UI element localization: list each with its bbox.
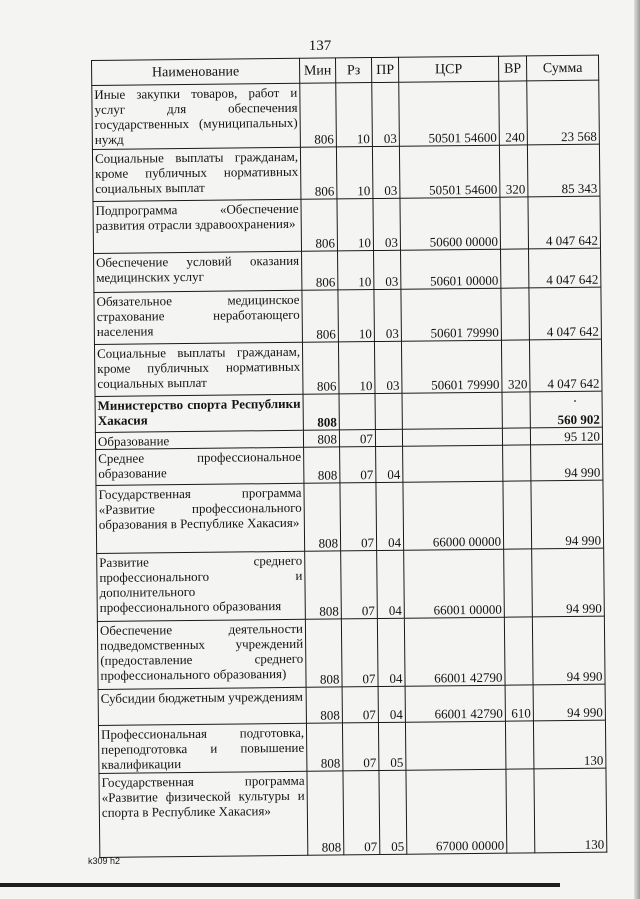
table-row bbox=[94, 248, 601, 292]
cell-csr: 66001 42790 bbox=[405, 685, 505, 722]
cell-rz: 07 bbox=[343, 771, 380, 855]
cell-sum: 85 343 bbox=[527, 144, 600, 197]
cell-vr: 610 bbox=[505, 685, 533, 721]
cell-vr bbox=[500, 197, 529, 249]
cell-pr: 04 bbox=[376, 482, 404, 550]
cell-name: Подпрограмма «Обеспечение развития отрасли здравоохранения» bbox=[93, 199, 302, 253]
cell-name: Иные закупки товаров, работ и услуг для обеспечения государственных (муниципальных) нужд bbox=[92, 83, 301, 149]
cell-sum: 23 568 bbox=[527, 80, 600, 145]
cell-pr: 03 bbox=[374, 341, 402, 393]
cell-pr: 04 bbox=[378, 686, 405, 722]
cell-rz: 07 bbox=[342, 687, 378, 723]
cell-vr bbox=[505, 721, 534, 769]
cell-min: 806 bbox=[302, 342, 339, 394]
cell-pr: 05 bbox=[378, 722, 406, 770]
cell-csr: 67000 00000 bbox=[406, 769, 507, 854]
cell-name: Социальные выплаты гражданам, кроме публичных нормативных социальных выплат bbox=[92, 147, 301, 201]
cell-pr: 03 bbox=[374, 250, 401, 289]
cell-min: 806 bbox=[302, 290, 339, 342]
cell-vr bbox=[504, 617, 533, 685]
scan-border-bar bbox=[0, 883, 560, 887]
cell-min: 806 bbox=[301, 199, 338, 251]
table-row bbox=[93, 196, 601, 253]
cell-csr bbox=[402, 392, 502, 429]
cell-rz: 07 bbox=[339, 430, 375, 447]
table-row bbox=[98, 684, 605, 725]
cell-min: 808 bbox=[303, 394, 339, 430]
page-number: 137 bbox=[308, 38, 332, 54]
cell-sum: 130 bbox=[533, 720, 605, 769]
cell-vr bbox=[501, 249, 529, 288]
scan-edge-shadow bbox=[634, 0, 640, 899]
cell-csr: 50501 54600 bbox=[399, 81, 500, 146]
cell-sum: 130 bbox=[534, 768, 607, 853]
cell-name: Обеспечение деятельности подведомственных учреждений (предоставление среднего профессионального образования) bbox=[97, 619, 306, 689]
cell-min: 808 bbox=[305, 619, 342, 687]
cell-min: 808 bbox=[306, 723, 343, 771]
cell-name: Образование bbox=[95, 430, 303, 449]
scan-speck bbox=[574, 400, 576, 402]
cell-vr: 320 bbox=[501, 340, 530, 392]
cell-csr: 50601 79990 bbox=[401, 340, 502, 393]
cell-name: Государственная программа «Развитие физической культуры и спорта в Республике Хакасия» bbox=[99, 771, 308, 857]
cell-vr bbox=[504, 549, 533, 617]
cell-csr: 66001 42790 bbox=[404, 617, 505, 686]
cell-pr: 05 bbox=[379, 770, 407, 854]
cell-vr bbox=[503, 445, 531, 481]
cell-pr: 03 bbox=[374, 289, 402, 341]
cell-min: 806 bbox=[300, 147, 337, 199]
table-row bbox=[92, 144, 600, 201]
table-row bbox=[95, 391, 602, 432]
cell-rz: 10 bbox=[336, 83, 373, 147]
cell-pr bbox=[375, 393, 402, 429]
cell-pr: 04 bbox=[377, 618, 405, 686]
col-header-sum: Сумма bbox=[526, 55, 598, 81]
cell-min: 808 bbox=[307, 771, 344, 855]
cell-vr bbox=[502, 428, 530, 445]
col-header-min: Мин bbox=[299, 58, 335, 83]
cell-name: Развитие среднего профессионального и дополнительного профессионального образования bbox=[97, 551, 306, 621]
cell-csr: 50601 00000 bbox=[401, 249, 501, 289]
table-row bbox=[96, 444, 603, 485]
cell-rz: 10 bbox=[337, 199, 374, 251]
col-header-pr: ПР bbox=[371, 57, 398, 82]
cell-sum: 94 990 bbox=[532, 548, 605, 617]
cell-sum: 94 990 bbox=[532, 616, 605, 685]
cell-csr: 50501 54600 bbox=[399, 145, 500, 198]
cell-name: Субсидии бюджетным учреждениям bbox=[98, 687, 306, 725]
table-row bbox=[97, 616, 605, 689]
footer-code: k309 h2 bbox=[88, 856, 121, 866]
cell-rz: 07 bbox=[341, 551, 378, 619]
cell-name: Среднее профессиональное образование bbox=[96, 447, 304, 485]
cell-rz: 10 bbox=[338, 342, 375, 394]
cell-csr: 50601 79990 bbox=[401, 288, 502, 341]
table-row bbox=[92, 80, 600, 149]
cell-name: Обязательное медицинское страхование неработающего населения bbox=[94, 290, 303, 344]
table-row bbox=[97, 548, 605, 621]
cell-sum: 94 990 bbox=[533, 684, 605, 721]
cell-min: 806 bbox=[300, 83, 337, 147]
cell-sum: 4 047 642 bbox=[528, 196, 601, 249]
cell-vr bbox=[501, 288, 530, 340]
cell-rz: 07 bbox=[340, 447, 376, 483]
cell-rz: 10 bbox=[338, 251, 374, 290]
cell-pr bbox=[375, 429, 402, 446]
cell-csr bbox=[405, 721, 505, 770]
cell-name: Министерство спорта Республики Хакасия bbox=[95, 394, 303, 432]
cell-rz: 10 bbox=[336, 147, 373, 199]
cell-sum: 4 047 642 bbox=[529, 339, 602, 392]
cell-min: 806 bbox=[302, 251, 338, 290]
col-header-rz: Рз bbox=[335, 58, 371, 83]
cell-pr: 03 bbox=[373, 198, 401, 250]
table-row bbox=[94, 287, 602, 344]
cell-rz: 07 bbox=[341, 619, 378, 687]
cell-sum: 4 047 642 bbox=[529, 248, 601, 288]
cell-vr bbox=[503, 481, 532, 549]
budget-table bbox=[91, 55, 607, 858]
cell-pr: 04 bbox=[376, 446, 403, 482]
cell-min: 808 bbox=[305, 551, 342, 619]
cell-min: 808 bbox=[304, 483, 341, 551]
cell-min: 808 bbox=[304, 447, 340, 483]
cell-name: Государственная программа «Развитие профессионального образования в Республике Хакасия» bbox=[96, 483, 305, 553]
cell-vr: 240 bbox=[499, 81, 528, 145]
cell-name: Обеспечение условий оказания медицинских услуг bbox=[94, 251, 302, 292]
cell-min: 808 bbox=[303, 430, 339, 447]
cell-sum: 94 990 bbox=[531, 444, 603, 481]
cell-csr: 66000 00000 bbox=[403, 481, 504, 550]
cell-pr: 03 bbox=[372, 82, 400, 146]
cell-rz bbox=[339, 394, 375, 430]
cell-min: 808 bbox=[306, 687, 342, 723]
cell-vr: 320 bbox=[499, 145, 528, 197]
cell-sum: 560 902 bbox=[530, 391, 602, 428]
table-row bbox=[98, 720, 605, 773]
table-row bbox=[99, 768, 607, 857]
cell-rz: 07 bbox=[340, 483, 377, 551]
cell-vr bbox=[502, 392, 530, 428]
cell-vr bbox=[506, 769, 535, 853]
cell-rz: 07 bbox=[342, 723, 379, 771]
cell-sum: 95 120 bbox=[530, 427, 602, 445]
cell-csr: 50600 00000 bbox=[400, 197, 501, 250]
col-header-name: Наименование bbox=[92, 58, 300, 85]
cell-csr bbox=[403, 445, 503, 482]
col-header-vr: ВР bbox=[498, 56, 526, 81]
cell-rz: 10 bbox=[338, 290, 375, 342]
cell-csr: 66001 00000 bbox=[404, 549, 505, 618]
table-row bbox=[94, 339, 602, 396]
cell-csr bbox=[402, 428, 502, 446]
table-row bbox=[96, 480, 604, 553]
col-header-csr: ЦСР bbox=[398, 56, 498, 82]
cell-pr: 04 bbox=[377, 550, 405, 618]
cell-pr: 03 bbox=[372, 146, 400, 198]
cell-sum: 4 047 642 bbox=[529, 287, 602, 340]
cell-name: Профессиональная подготовка, переподготовка и повышение квалификации bbox=[98, 723, 306, 773]
cell-sum: 94 990 bbox=[531, 480, 604, 549]
cell-name: Социальные выплаты гражданам, кроме публичных нормативных социальных выплат bbox=[94, 342, 303, 396]
